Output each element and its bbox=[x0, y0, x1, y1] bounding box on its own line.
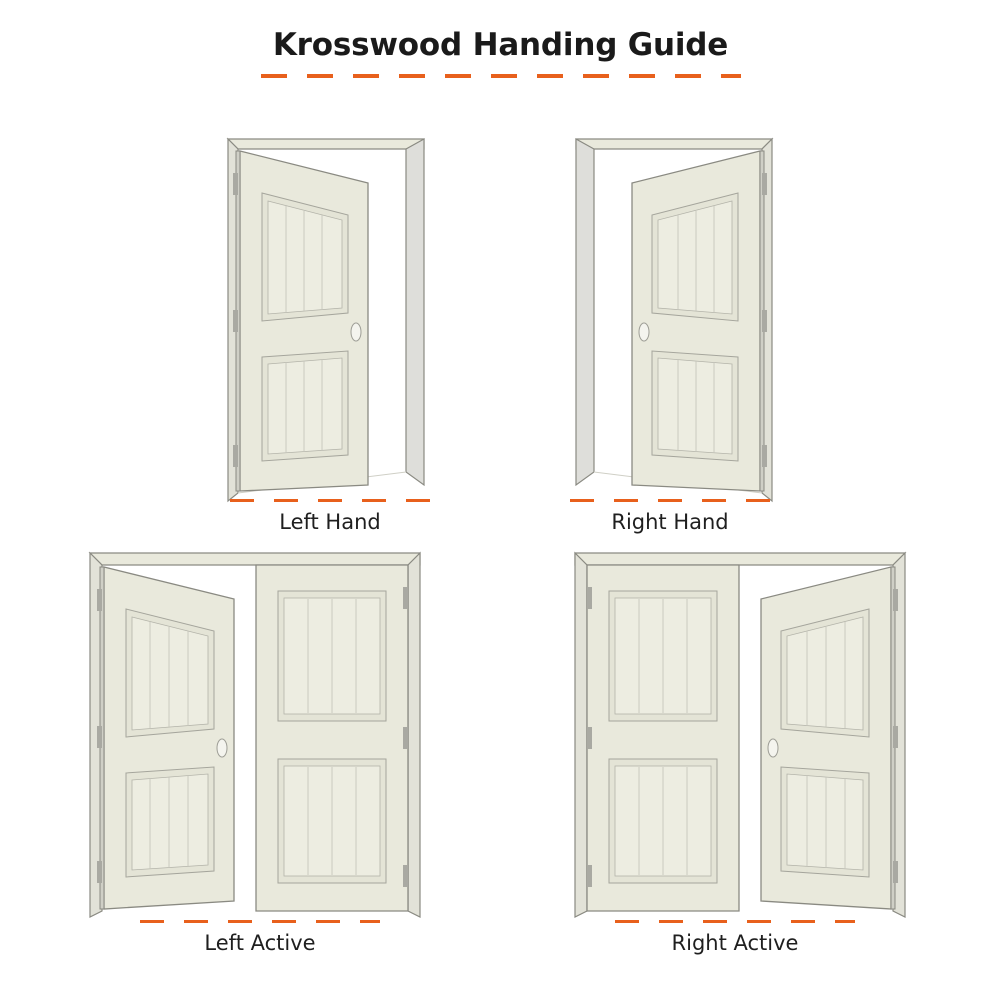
door-leaf-active bbox=[236, 151, 368, 491]
page-title: Krosswood Handing Guide bbox=[272, 27, 729, 63]
caption-label: Right Hand bbox=[611, 510, 729, 534]
caption-right-active bbox=[545, 908, 925, 956]
door-knob bbox=[768, 739, 778, 757]
right-active-door-svg bbox=[545, 543, 925, 918]
diagram-left-active bbox=[70, 543, 450, 918]
diagram-left-hand bbox=[200, 125, 460, 505]
door-leaf-active bbox=[761, 567, 898, 909]
caption-left-hand bbox=[200, 487, 460, 535]
diagram-right-active bbox=[545, 543, 925, 918]
door-knob bbox=[217, 739, 227, 757]
door-leaf-active bbox=[632, 151, 764, 491]
caption-dashes-left-active bbox=[140, 920, 380, 923]
caption-left-active bbox=[70, 908, 450, 956]
caption-label: Left Active bbox=[204, 931, 316, 955]
caption-dashes-right-active bbox=[615, 920, 855, 923]
caption-dashes-right-hand bbox=[570, 499, 770, 502]
title-underline-dashes bbox=[261, 74, 741, 78]
door-leaf-inactive bbox=[256, 565, 408, 911]
caption-dashes-left-hand bbox=[230, 499, 430, 502]
caption-right-hand bbox=[540, 487, 800, 535]
diagram-right-hand bbox=[540, 125, 800, 505]
caption-label: Left Hand bbox=[279, 510, 381, 534]
left-active-door-svg bbox=[70, 543, 450, 918]
door-knob bbox=[639, 323, 649, 341]
caption-label: Right Active bbox=[671, 931, 799, 955]
title-block bbox=[0, 28, 1001, 78]
door-knob bbox=[351, 323, 361, 341]
right-hand-door-svg bbox=[540, 125, 800, 505]
door-leaf-active bbox=[97, 567, 234, 909]
door-leaf-inactive bbox=[587, 565, 739, 911]
left-hand-door-svg bbox=[200, 125, 460, 505]
